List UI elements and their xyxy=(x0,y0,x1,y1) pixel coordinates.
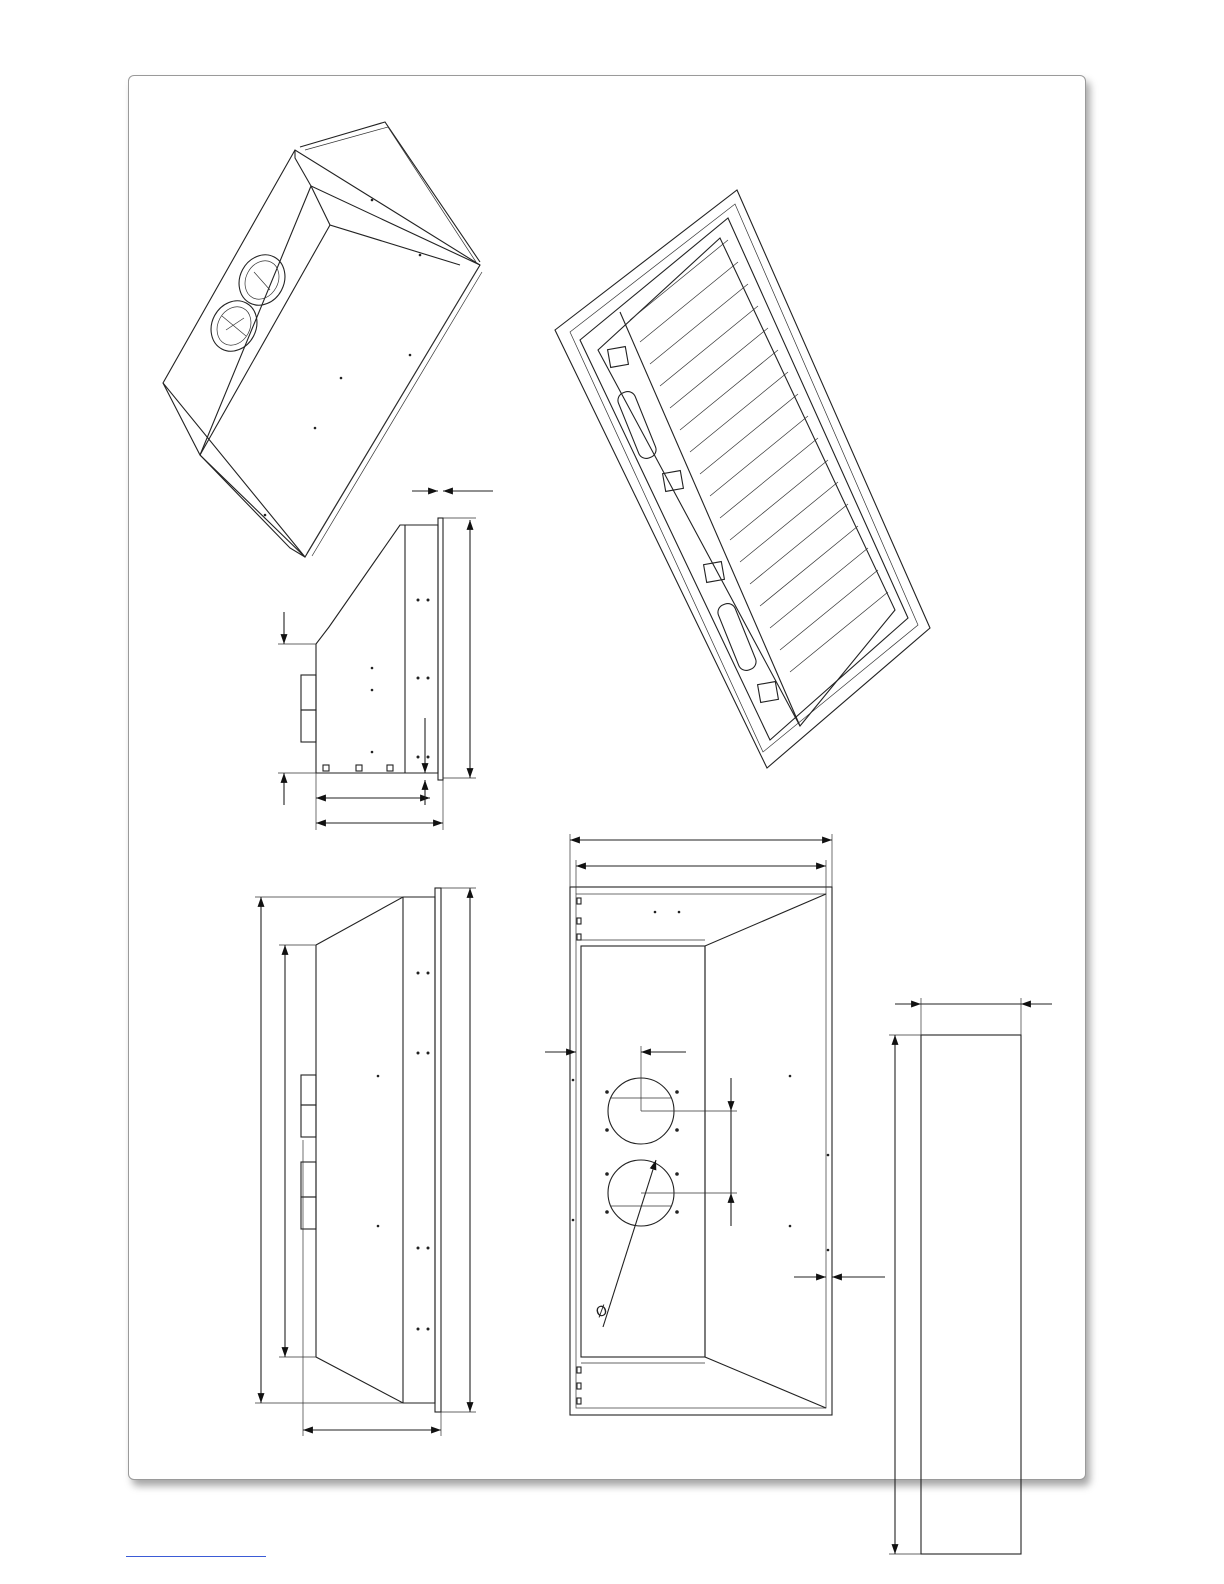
light-fixture-icon xyxy=(608,347,779,703)
iso-top-view xyxy=(163,122,482,557)
footer-rule xyxy=(126,1556,266,1557)
plan-view xyxy=(545,834,885,1415)
iso-bottom-view xyxy=(555,190,930,768)
blower-opening-icon xyxy=(202,247,293,360)
diameter-symbol: Ø xyxy=(593,1302,610,1322)
baffle-filter-icon xyxy=(630,240,888,672)
front-elevation xyxy=(889,998,1052,1554)
side-elevation-large xyxy=(255,888,476,1436)
side-elevation-small xyxy=(278,491,493,830)
control-panel-icon xyxy=(616,389,759,673)
